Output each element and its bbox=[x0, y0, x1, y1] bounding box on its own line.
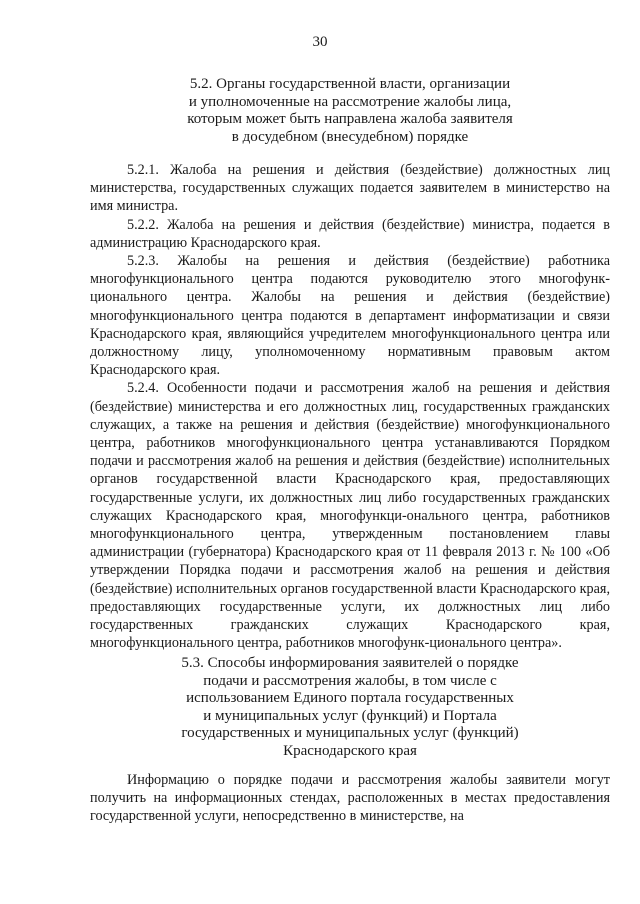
heading-line: 5.3. Способы информирования заявителей о порядке bbox=[181, 655, 519, 671]
paragraph-5-3-intro: Информацию о порядке подачи и рассмотрения жалобы заявители могут получить на информационных стендах, расположенных в местах предоставления государственной услуги, непосредственно в министерстве, на bbox=[90, 772, 610, 825]
section-heading-5-3 bbox=[90, 655, 610, 760]
heading-line: Краснодарского края bbox=[283, 742, 417, 759]
section-body-5-3 bbox=[90, 771, 610, 826]
heading-line: 5.2. Органы государственной власти, организации bbox=[189, 76, 511, 92]
paragraph-5-2-1: 5.2.1. Жалоба на решения и действия (бездействие) должностных лиц министерства, государственных служащих подается заявителем в министерство на имя министра. bbox=[90, 162, 610, 215]
heading-line: и муниципальных услуг (функций) и Портала bbox=[203, 707, 497, 724]
page-number: 30 bbox=[312, 34, 328, 50]
section-heading-5-2 bbox=[90, 76, 610, 146]
heading-line: использованием Единого портала государственных bbox=[186, 690, 514, 706]
heading-line: подачи и рассмотрения жалобы, в том числе с bbox=[203, 672, 497, 689]
paragraph-5-2-4: 5.2.4. Особенности подачи и рассмотрения жалоб на решения и действия (бездействие) министерства и его должностных лиц, государственных гражданских служащих, а также на решения и действия (бездействие) многофункционального центра, работников многофункционального центра устанавливаются Порядком подачи и рассмотрения жалоб на решения и действия (бездействие) исполнительных органов государственной власти Краснодарского края, предоставляющих государственные услуги, их должностных лиц либо государственных гражданских служащих Краснодарского края, многофункци-онального центра, работников многофункционального центра, утвержденным постановлением главы администрации (губернатора) Краснодарского края от 11 февраля 2013 г. № 100 «Об утверждении Порядка подачи и рассмотрения жалоб на решения и действия (бездействие) исполнительных органов государственной власти Краснодарского края, предоставляющих государственные услуги, их должностных лиц либо государственных гражданских служащих Краснодарского края, многофункционального центра, работников многофунк-ционального центра». bbox=[90, 380, 610, 652]
paragraph-5-2-2: 5.2.2. Жалоба на решения и действия (бездействие) министра, подается в администрацию Краснодарского края. bbox=[90, 216, 610, 251]
heading-line: в досудебном (внесудебном) порядке bbox=[231, 128, 469, 145]
section-body-5-2 bbox=[90, 161, 610, 652]
heading-line: которым может быть направлена жалоба заявителя bbox=[187, 111, 513, 127]
heading-line: государственных и муниципальных услуг (функций) bbox=[181, 725, 519, 741]
paragraph-5-2-3: 5.2.3. Жалобы на решения и действия (бездействие) работника многофункционального центра подаются руководителю этого многофунк-ционального центра. Жалобы на решения и действия (бездействие) многофункционального центра подаются в департамент информатизации и связи Краснодарского края, являющийся учредителем многофункционального центра или должностному лицу, уполномоченному нормативным правовым актом Краснодарского края. bbox=[90, 253, 610, 379]
heading-line: и уполномоченные на рассмотрение жалобы лица, bbox=[188, 93, 512, 110]
